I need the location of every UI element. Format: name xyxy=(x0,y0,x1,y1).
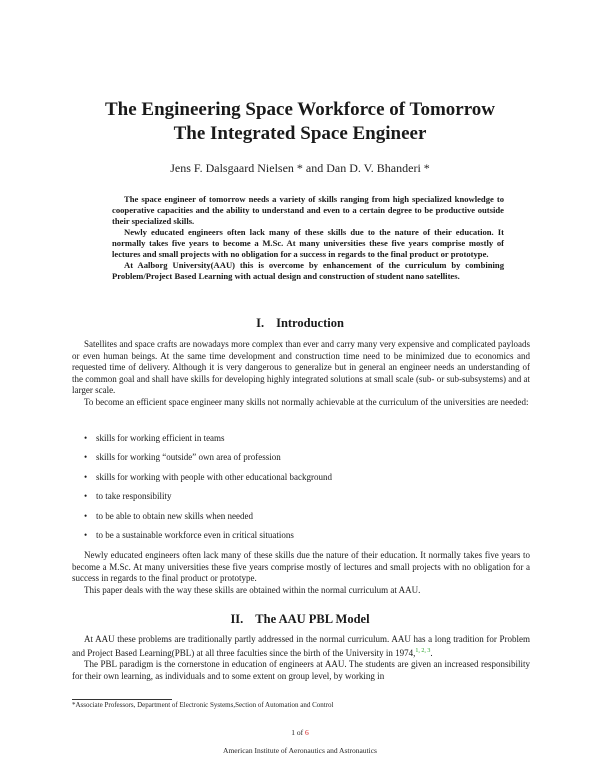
list-item xyxy=(84,472,524,491)
pbl-body xyxy=(72,634,530,682)
list-item-text: to take responsibility xyxy=(96,491,172,502)
section-heading-introduction xyxy=(60,316,540,331)
introduction-body xyxy=(72,339,530,408)
abstract-paragraph: At Aalborg University(AAU) this is overcome by enhancement of the curriculum by combining Problem/Project Based Learning with actual design and construction of student nano satellites. xyxy=(112,260,504,281)
abstract xyxy=(112,194,504,282)
section-number: II. xyxy=(230,612,244,626)
section-number: I. xyxy=(256,316,265,330)
publisher-footer: American Institute of Aeronautics and Astronautics xyxy=(223,746,377,755)
page-number xyxy=(0,728,600,737)
list-item-text: skills for working efficient in teams xyxy=(96,433,225,443)
bullet-icon: • xyxy=(84,491,88,502)
section-title: Introduction xyxy=(276,316,344,330)
list-item-text: skills for working with people with other educational background xyxy=(96,471,332,482)
paper-title-line2: The Integrated Space Engineer xyxy=(173,123,427,144)
bullet-icon: • xyxy=(84,471,88,482)
skills-list xyxy=(84,433,524,549)
list-item xyxy=(84,452,524,471)
abstract-paragraph: Newly educated engineers often lack many of these skills due to the nature of their education. It normally takes five years to become a M.Sc. At many universities these five years comprise mostly of lectures and small projects with no obligation for a success in regards to the final product or prototype. xyxy=(112,227,504,259)
list-item-text: to be able to obtain new skills when needed xyxy=(96,510,253,521)
body-paragraph: Satellites and space crafts are nowadays more complex than ever and carry many very expensive and complicated payloads or even human beings. At the same time development and construction time need to be minimized due to economics and requested time of delivery. Although it is very dangerous to generalize but in general an engineer needs an understanding of the common goal and shall have skills for developing highly integrated solutions at small scale (sub- or sub-subsystems) and at larger scale. xyxy=(72,339,530,395)
page-of: of xyxy=(296,728,304,737)
list-item xyxy=(84,511,524,530)
body-text: At AAU these problems are traditionally partly addressed in the normal curriculum. AAU has a long tradition for Problem and Project Based Learning(PBL) at all three faculties since the birth of the University in 1974, xyxy=(72,634,530,658)
list-item xyxy=(84,530,524,549)
body-paragraph xyxy=(72,634,530,659)
list-item xyxy=(84,491,524,510)
bullet-icon: • xyxy=(84,510,88,521)
abstract-paragraph: The space engineer of tomorrow needs a variety of skills ranging from high specialized knowledge to cooperative capacities and the ability to understand and even to a certain degree to be productive outside their specialized skills. xyxy=(112,194,504,226)
body-paragraph: This paper deals with the way these skills are obtained within the normal curriculum at AAU. xyxy=(84,584,421,595)
citation-links[interactable]: 1, 2, 3 xyxy=(415,647,431,654)
page-current: 1 xyxy=(291,728,295,737)
section-title: The AAU PBL Model xyxy=(255,612,370,626)
body-paragraph: Newly educated engineers often lack many of these skills due the nature of their education. It normally takes five years to become a M.Sc. At many universities these five years comprise mostly of lectures and small projects with no obligation for a success in regards to the final product or prototype. xyxy=(72,550,530,583)
body-text: . xyxy=(430,647,433,658)
footnote-divider xyxy=(72,699,172,700)
introduction-body-continued xyxy=(72,550,530,596)
bullet-icon: • xyxy=(84,452,88,463)
list-item-text: to be a sustainable workforce even in critical situations xyxy=(96,529,294,540)
list-item-text: skills for working “outside” own area of profession xyxy=(96,452,281,463)
list-item xyxy=(84,433,524,452)
page-total-link[interactable]: 6 xyxy=(305,728,309,737)
footnote: *Associate Professors, Department of Electronic Systems,Section of Automation and Control xyxy=(72,701,334,709)
section-heading-pbl-model xyxy=(60,612,540,627)
authors: Jens F. Dalsgaard Nielsen * and Dan D. V. Bhanderi * xyxy=(170,161,430,175)
paper-title-line1: The Engineering Space Workforce of Tomorrow xyxy=(104,99,496,120)
body-paragraph: The PBL paradigm is the cornerstone in education of engineers at AAU. The students are given an increased responsibility for their own learning, as individuals and to some extent on group level, by working in xyxy=(72,659,530,681)
body-paragraph: To become an efficient space engineer many skills not normally achievable at the curriculum of the universities are needed: xyxy=(84,396,529,407)
bullet-icon: • xyxy=(84,529,88,540)
bullet-icon: • xyxy=(84,433,88,443)
